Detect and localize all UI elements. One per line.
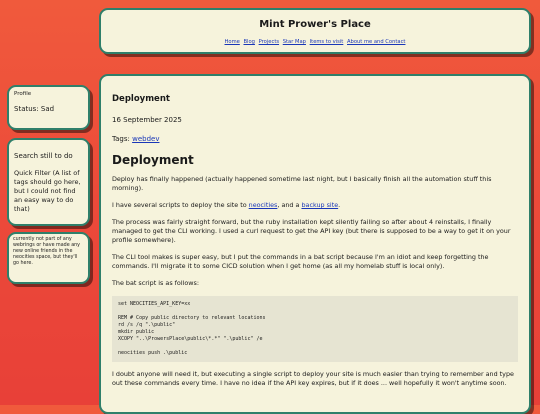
status-text: Status: Sad <box>14 105 55 113</box>
neocities-link[interactable]: neocities <box>248 201 278 209</box>
profile-card <box>7 85 90 130</box>
post-heading: Deployment <box>112 153 194 167</box>
p2-text-post: . <box>338 201 341 209</box>
post-paragraph-5: The bat script is as follows: <box>112 279 200 287</box>
post-paragraph-4: The CLI tool makes is super easy, but I put the commands in a bat script because I'm an idiot and keep forgetting the commands. I'll migrate it to some CICD solution when I get home (as all my homelab stuff is local only). <box>112 253 489 270</box>
post-paragraph-2 <box>112 201 518 210</box>
webrings-card <box>7 232 90 284</box>
main-nav <box>101 39 529 45</box>
p2-text-pre: I have several scripts to deploy the site to <box>112 201 249 209</box>
webrings-text: currently not part of any webrings or have made any new online friends in the neocities space, but they'll go here. <box>13 237 81 266</box>
profile-label: Profile <box>14 91 32 97</box>
nav-home-link[interactable]: Home <box>224 39 240 45</box>
post-date: 16 September 2025 <box>112 116 182 124</box>
post-paragraph-1: Deploy has finally happened (actually happened sometime last night, but I basically finish all the automation stuff this morning). <box>112 175 492 192</box>
nav-star-map-link[interactable]: Star Map <box>282 39 306 45</box>
nav-blog-link[interactable]: Blog <box>243 39 255 45</box>
post-title: Deployment <box>112 94 170 104</box>
post-tags <box>112 135 518 143</box>
nav-items-link[interactable]: Items to visit <box>309 39 344 45</box>
tags-label: Tags: <box>112 135 130 143</box>
todo-card <box>7 138 90 226</box>
todo-text: Quick Filter (A list of tags should go here, but I could not find an easy way to do that) <box>14 169 81 213</box>
site-title: Mint Prower's Place <box>259 19 371 30</box>
site-header <box>99 8 531 54</box>
nav-projects-link[interactable]: Projects <box>258 39 280 45</box>
post-paragraph-3: The process was fairly straight forward, but the ruby installation kept silently failing so after about 4 reinstalls, I finally managed to get the CLI working. I used a curl request to get the API key (but there is supposed to be a way to get it on your profile somewhere). <box>112 218 511 244</box>
code-block: set NEOCITIES_API_KEY=xx REM # Copy public directory to relevant locations rd /s /q ".\public" mkdir public XCOPY "..\ProwersPlace\public\*.*" ".\public" /e neocities push .\public <box>112 296 518 362</box>
tag-link[interactable]: webdev <box>132 135 160 143</box>
post-card <box>99 74 531 414</box>
post-paragraph-6: I doubt anyone will need it, but executing a single script to deploy your site is much easier than trying to remember and type out these commands every time. I have no idea if the API key expires, but if it does ... well hopefully it won't anytime soon. <box>112 370 514 387</box>
p2-text-mid: , and a <box>277 201 302 209</box>
todo-heading: Search still to do <box>14 152 73 160</box>
nav-about-link[interactable]: About me and Contact <box>347 39 406 45</box>
backup-site-link[interactable]: backup site <box>301 201 339 209</box>
